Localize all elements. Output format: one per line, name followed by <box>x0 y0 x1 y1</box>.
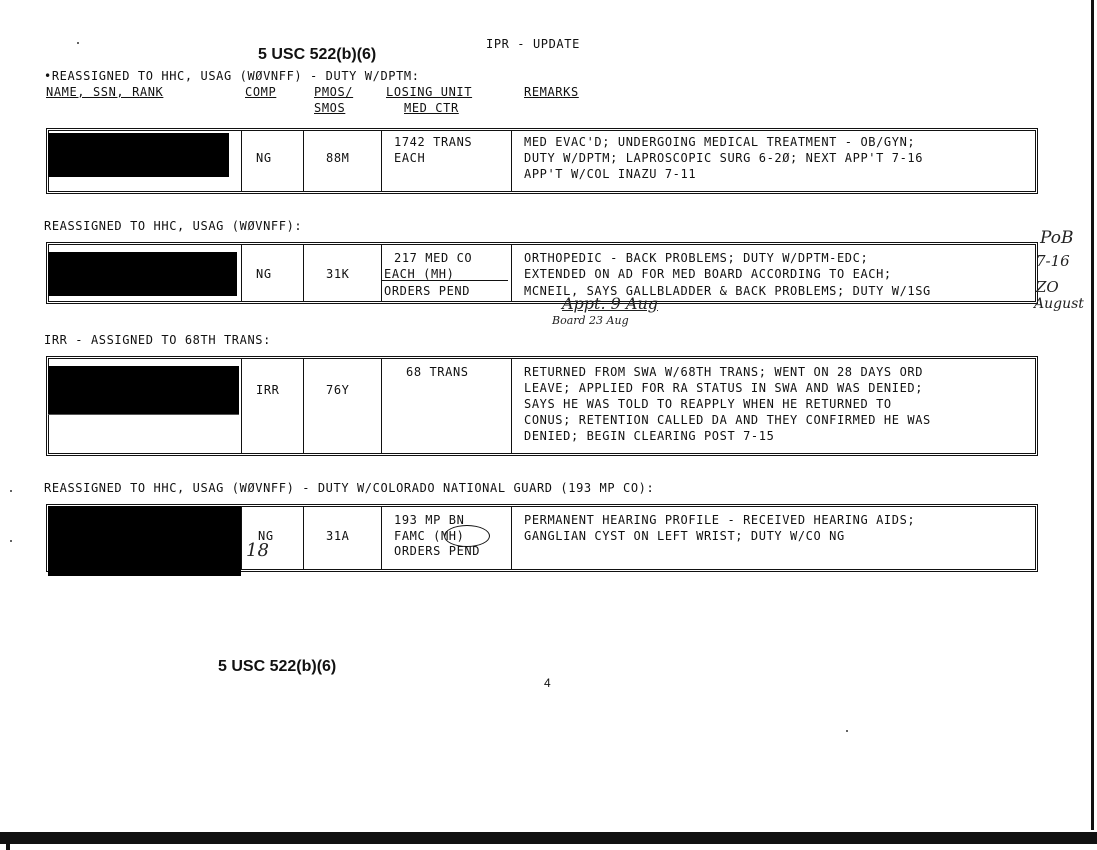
unit-line: EACH (MH) <box>384 267 455 281</box>
comp-value: NG <box>256 151 272 165</box>
pmos-value: 76Y <box>326 383 350 397</box>
handwritten-note: Board 23 Aug <box>552 314 629 327</box>
unit-line: 1742 TRANS <box>394 135 473 149</box>
remarks-line: SAYS HE WAS TOLD TO REAPPLY WHEN HE RETURNED TO <box>524 397 892 411</box>
comp-value: IRR <box>256 383 280 397</box>
remarks-line: GANGLIAN CYST ON LEFT WRIST; DUTY W/CO NG <box>524 529 845 543</box>
remarks-line: MED EVAC'D; UNDERGOING MEDICAL TREATMENT - OB/GYN; <box>524 135 916 149</box>
handwritten-note: Appt. 9 Aug <box>562 294 659 313</box>
report-title: IPR - UPDATE <box>486 37 580 51</box>
section-heading-1: •REASSIGNED TO HHC, USAG (WØVNFF) - DUTY W/DPTM: <box>44 69 420 83</box>
exemption-code-top: 5 USC 522(b)(6) <box>258 46 377 63</box>
remarks-line: DENIED; BEGIN CLEARING POST 7-15 <box>524 429 775 443</box>
unit-line: 217 MED CO <box>394 251 473 265</box>
comp-value: NG <box>258 529 274 543</box>
speck <box>10 540 12 542</box>
page-number: 4 <box>544 676 551 690</box>
handwritten-note: August <box>1034 296 1084 312</box>
comp-value: NG <box>256 267 272 281</box>
redaction-box <box>48 133 229 177</box>
scan-mark <box>6 836 10 850</box>
redaction-box <box>48 366 239 414</box>
pmos-value: 31K <box>326 267 350 281</box>
col-header-smos: SMOS <box>314 101 346 115</box>
exemption-code-bottom: 5 USC 522(b)(6) <box>218 658 337 675</box>
unit-line: ORDERS PEND <box>384 284 471 298</box>
redaction-box <box>48 252 237 296</box>
section-heading-3: IRR - ASSIGNED TO 68TH TRANS: <box>44 333 271 347</box>
remarks-line: CONUS; RETENTION CALLED DA AND THEY CONFIRMED HE WAS <box>524 413 931 427</box>
speck <box>10 490 12 492</box>
unit-line: ORDERS PEND <box>394 544 481 558</box>
col-header-losing-unit: LOSING UNIT <box>386 85 473 99</box>
section-heading-2: REASSIGNED TO HHC, USAG (WØVNFF): <box>44 219 303 233</box>
unit-line: 193 MP BN <box>394 513 465 527</box>
speck <box>77 42 79 44</box>
col-header-pmos: PMOS/ <box>314 85 354 99</box>
remarks-line: DUTY W/DPTM; LAPROSCOPIC SURG 6-2Ø; NEXT APP'T 7-16 <box>524 151 924 165</box>
remarks-line: EXTENDED ON AD FOR MED BOARD ACCORDING TO EACH; <box>524 267 892 281</box>
remarks-line: PERMANENT HEARING PROFILE - RECEIVED HEARING AIDS; <box>524 513 916 527</box>
col-header-name: NAME, SSN, RANK <box>46 85 164 99</box>
divider <box>48 414 239 415</box>
remarks-line: MCNEIL, SAYS GALLBLADDER & BACK PROBLEMS; DUTY W/1SG <box>524 284 931 298</box>
handwritten-note: PoB <box>1040 228 1074 248</box>
unit-line: FAMC (MH) <box>394 529 465 543</box>
speck <box>846 730 848 732</box>
scan-border-right <box>1091 0 1094 830</box>
handwritten-note: 7-16 <box>1036 252 1070 270</box>
redaction-box <box>48 506 241 576</box>
handwritten-circle <box>444 525 490 547</box>
col-header-med-ctr: MED CTR <box>404 101 459 115</box>
pmos-value: 31A <box>326 529 350 543</box>
handwritten-note: ZO <box>1036 278 1059 296</box>
remarks-line: APP'T W/COL INAZU 7-11 <box>524 167 697 181</box>
remarks-line: RETURNED FROM SWA W/68TH TRANS; WENT ON 28 DAYS ORD <box>524 365 924 379</box>
remarks-line: ORTHOPEDIC - BACK PROBLEMS; DUTY W/DPTM-EDC; <box>524 251 869 265</box>
unit-line: 68 TRANS <box>406 365 469 379</box>
remarks-line: LEAVE; APPLIED FOR RA STATUS IN SWA AND WAS DENIED; <box>524 381 924 395</box>
col-header-remarks: REMARKS <box>524 85 579 99</box>
section-heading-4: REASSIGNED TO HHC, USAG (WØVNFF) - DUTY W/COLORADO NATIONAL GUARD (193 MP CO): <box>44 481 655 495</box>
scan-border-bottom <box>0 832 1097 844</box>
handwritten-note: 18 <box>246 540 269 561</box>
unit-line: EACH <box>394 151 426 165</box>
col-header-comp: COMP <box>245 85 277 99</box>
pmos-value: 88M <box>326 151 350 165</box>
